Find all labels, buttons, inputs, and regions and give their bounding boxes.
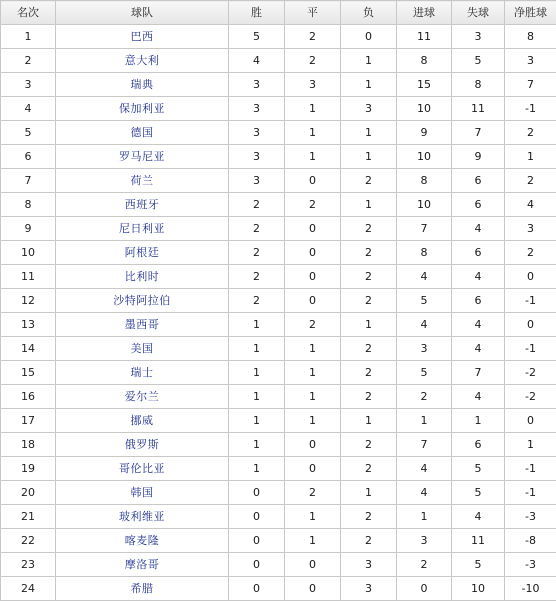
cell-rank: 14 (1, 337, 56, 361)
cell-win: 1 (229, 409, 285, 433)
cell-rank: 13 (1, 313, 56, 337)
cell-team[interactable]: 摩洛哥 (56, 553, 229, 577)
cell-loss: 1 (341, 193, 397, 217)
cell-goals-against: 4 (452, 217, 505, 241)
table-row (1, 97, 556, 121)
cell-team[interactable]: 西班牙 (56, 193, 229, 217)
table-row (1, 385, 556, 409)
header-draw: 平 (285, 1, 341, 25)
cell-loss: 2 (341, 169, 397, 193)
table-row (1, 361, 556, 385)
cell-goals-against: 8 (452, 73, 505, 97)
cell-goals-against: 4 (452, 313, 505, 337)
cell-loss: 2 (341, 337, 397, 361)
table-row (1, 409, 556, 433)
cell-win: 2 (229, 193, 285, 217)
cell-goal-difference: 7 (505, 73, 556, 97)
cell-team[interactable]: 韩国 (56, 481, 229, 505)
table-row (1, 265, 556, 289)
table-row (1, 169, 556, 193)
cell-goal-difference: 3 (505, 217, 556, 241)
cell-goals-against: 11 (452, 97, 505, 121)
table-row (1, 49, 556, 73)
cell-win: 0 (229, 577, 285, 601)
cell-loss: 1 (341, 49, 397, 73)
cell-loss: 1 (341, 145, 397, 169)
table-row (1, 553, 556, 577)
table-row (1, 25, 556, 49)
cell-rank: 20 (1, 481, 56, 505)
cell-win: 2 (229, 289, 285, 313)
cell-goal-difference: 4 (505, 193, 556, 217)
cell-goals-for: 11 (397, 25, 452, 49)
cell-team[interactable]: 哥伦比亚 (56, 457, 229, 481)
standings-body (1, 25, 556, 601)
cell-goals-against: 5 (452, 457, 505, 481)
cell-rank: 18 (1, 433, 56, 457)
header-win: 胜 (229, 1, 285, 25)
cell-team[interactable]: 意大利 (56, 49, 229, 73)
cell-rank: 15 (1, 361, 56, 385)
cell-draw: 0 (285, 241, 341, 265)
cell-draw: 2 (285, 49, 341, 73)
cell-rank: 4 (1, 97, 56, 121)
cell-goals-for: 3 (397, 529, 452, 553)
cell-goal-difference: 8 (505, 25, 556, 49)
cell-team[interactable]: 美国 (56, 337, 229, 361)
cell-loss: 1 (341, 481, 397, 505)
cell-win: 1 (229, 433, 285, 457)
cell-goals-against: 6 (452, 169, 505, 193)
cell-goals-against: 5 (452, 481, 505, 505)
cell-goals-against: 4 (452, 505, 505, 529)
cell-team[interactable]: 希腊 (56, 577, 229, 601)
cell-rank: 8 (1, 193, 56, 217)
cell-goals-for: 8 (397, 169, 452, 193)
table-row (1, 73, 556, 97)
cell-goal-difference: -8 (505, 529, 556, 553)
cell-rank: 12 (1, 289, 56, 313)
cell-goals-against: 5 (452, 553, 505, 577)
cell-goal-difference: -1 (505, 97, 556, 121)
table-row (1, 217, 556, 241)
table-row (1, 337, 556, 361)
cell-draw: 1 (285, 385, 341, 409)
cell-loss: 2 (341, 217, 397, 241)
cell-goal-difference: -1 (505, 481, 556, 505)
cell-goal-difference: 0 (505, 409, 556, 433)
cell-win: 3 (229, 121, 285, 145)
cell-draw: 1 (285, 529, 341, 553)
header-goals-against: 失球 (452, 1, 505, 25)
cell-draw: 2 (285, 25, 341, 49)
cell-loss: 1 (341, 73, 397, 97)
cell-win: 1 (229, 457, 285, 481)
cell-goal-difference: 2 (505, 169, 556, 193)
cell-goals-against: 1 (452, 409, 505, 433)
cell-goals-for: 5 (397, 361, 452, 385)
cell-rank: 2 (1, 49, 56, 73)
cell-win: 0 (229, 481, 285, 505)
cell-loss: 2 (341, 385, 397, 409)
cell-win: 0 (229, 553, 285, 577)
cell-team[interactable]: 德国 (56, 121, 229, 145)
cell-draw: 1 (285, 409, 341, 433)
cell-draw: 0 (285, 217, 341, 241)
cell-goals-for: 0 (397, 577, 452, 601)
cell-goals-against: 4 (452, 265, 505, 289)
cell-goal-difference: -3 (505, 553, 556, 577)
cell-goals-for: 10 (397, 145, 452, 169)
cell-loss: 2 (341, 529, 397, 553)
cell-goal-difference: 3 (505, 49, 556, 73)
cell-draw: 1 (285, 337, 341, 361)
cell-win: 3 (229, 97, 285, 121)
cell-win: 3 (229, 169, 285, 193)
cell-goals-against: 6 (452, 241, 505, 265)
cell-draw: 1 (285, 361, 341, 385)
cell-goals-for: 4 (397, 313, 452, 337)
cell-team[interactable]: 墨西哥 (56, 313, 229, 337)
cell-draw: 0 (285, 457, 341, 481)
cell-goals-for: 1 (397, 409, 452, 433)
cell-rank: 16 (1, 385, 56, 409)
cell-goal-difference: -2 (505, 361, 556, 385)
cell-goals-against: 10 (452, 577, 505, 601)
cell-team[interactable]: 喀麦隆 (56, 529, 229, 553)
table-row (1, 505, 556, 529)
cell-loss: 3 (341, 97, 397, 121)
header-rank: 名次 (1, 1, 56, 25)
cell-goals-for: 8 (397, 49, 452, 73)
cell-team[interactable]: 尼日利亚 (56, 217, 229, 241)
cell-loss: 3 (341, 577, 397, 601)
cell-team[interactable]: 巴西 (56, 25, 229, 49)
cell-win: 2 (229, 217, 285, 241)
cell-loss: 1 (341, 313, 397, 337)
cell-goals-for: 10 (397, 193, 452, 217)
cell-win: 4 (229, 49, 285, 73)
cell-rank: 17 (1, 409, 56, 433)
cell-loss: 2 (341, 433, 397, 457)
cell-rank: 24 (1, 577, 56, 601)
cell-goals-for: 8 (397, 241, 452, 265)
cell-team[interactable]: 挪威 (56, 409, 229, 433)
cell-rank: 21 (1, 505, 56, 529)
cell-team[interactable]: 玻利维亚 (56, 505, 229, 529)
cell-rank: 3 (1, 73, 56, 97)
cell-goals-for: 10 (397, 97, 452, 121)
cell-goal-difference: 2 (505, 241, 556, 265)
cell-goals-for: 1 (397, 505, 452, 529)
cell-rank: 11 (1, 265, 56, 289)
cell-rank: 23 (1, 553, 56, 577)
cell-goals-for: 7 (397, 433, 452, 457)
cell-loss: 3 (341, 553, 397, 577)
cell-goal-difference: 2 (505, 121, 556, 145)
cell-draw: 2 (285, 193, 341, 217)
cell-loss: 2 (341, 241, 397, 265)
cell-team[interactable]: 爱尔兰 (56, 385, 229, 409)
cell-goals-against: 4 (452, 337, 505, 361)
cell-draw: 3 (285, 73, 341, 97)
cell-rank: 22 (1, 529, 56, 553)
cell-team[interactable]: 比利时 (56, 265, 229, 289)
cell-loss: 1 (341, 409, 397, 433)
cell-draw: 0 (285, 265, 341, 289)
header-goal-difference: 净胜球 (505, 1, 556, 25)
header-row (1, 1, 556, 25)
cell-win: 5 (229, 25, 285, 49)
cell-team[interactable]: 荷兰 (56, 169, 229, 193)
cell-win: 1 (229, 337, 285, 361)
cell-win: 3 (229, 73, 285, 97)
cell-draw: 2 (285, 313, 341, 337)
cell-goal-difference: 1 (505, 433, 556, 457)
cell-team[interactable]: 沙特阿拉伯 (56, 289, 229, 313)
table-row (1, 145, 556, 169)
cell-loss: 0 (341, 25, 397, 49)
cell-goal-difference: -1 (505, 289, 556, 313)
cell-draw: 2 (285, 481, 341, 505)
cell-goal-difference: -10 (505, 577, 556, 601)
header-team: 球队 (56, 1, 229, 25)
cell-team[interactable]: 保加利亚 (56, 97, 229, 121)
cell-loss: 1 (341, 121, 397, 145)
cell-goal-difference: 0 (505, 313, 556, 337)
cell-draw: 1 (285, 145, 341, 169)
cell-goals-for: 9 (397, 121, 452, 145)
cell-goals-against: 9 (452, 145, 505, 169)
table-row (1, 481, 556, 505)
header-loss: 负 (341, 1, 397, 25)
cell-goals-against: 7 (452, 361, 505, 385)
cell-rank: 1 (1, 25, 56, 49)
cell-goal-difference: 0 (505, 265, 556, 289)
cell-win: 1 (229, 361, 285, 385)
cell-rank: 7 (1, 169, 56, 193)
table-row (1, 529, 556, 553)
cell-goals-for: 4 (397, 481, 452, 505)
cell-rank: 10 (1, 241, 56, 265)
cell-loss: 2 (341, 505, 397, 529)
cell-draw: 0 (285, 169, 341, 193)
cell-goal-difference: -1 (505, 337, 556, 361)
cell-loss: 2 (341, 457, 397, 481)
cell-draw: 0 (285, 553, 341, 577)
cell-draw: 0 (285, 289, 341, 313)
cell-win: 2 (229, 265, 285, 289)
cell-draw: 0 (285, 577, 341, 601)
cell-team[interactable]: 俄罗斯 (56, 433, 229, 457)
cell-goals-for: 4 (397, 265, 452, 289)
cell-goals-against: 7 (452, 121, 505, 145)
cell-rank: 19 (1, 457, 56, 481)
cell-win: 0 (229, 505, 285, 529)
cell-goals-for: 5 (397, 289, 452, 313)
cell-win: 3 (229, 145, 285, 169)
cell-goals-for: 4 (397, 457, 452, 481)
cell-team[interactable]: 瑞典 (56, 73, 229, 97)
cell-team[interactable]: 罗马尼亚 (56, 145, 229, 169)
cell-rank: 5 (1, 121, 56, 145)
cell-rank: 9 (1, 217, 56, 241)
table-row (1, 577, 556, 601)
cell-goals-against: 6 (452, 433, 505, 457)
cell-goal-difference: -1 (505, 457, 556, 481)
cell-win: 2 (229, 241, 285, 265)
cell-draw: 1 (285, 97, 341, 121)
cell-draw: 1 (285, 505, 341, 529)
cell-goal-difference: -2 (505, 385, 556, 409)
cell-win: 0 (229, 529, 285, 553)
cell-goals-for: 2 (397, 385, 452, 409)
cell-goals-against: 6 (452, 289, 505, 313)
table-row (1, 313, 556, 337)
table-row (1, 457, 556, 481)
cell-goals-for: 15 (397, 73, 452, 97)
table-row (1, 241, 556, 265)
table-row (1, 193, 556, 217)
cell-loss: 2 (341, 289, 397, 313)
cell-rank: 6 (1, 145, 56, 169)
cell-team[interactable]: 阿根廷 (56, 241, 229, 265)
table-row (1, 121, 556, 145)
cell-loss: 2 (341, 361, 397, 385)
cell-draw: 1 (285, 121, 341, 145)
header-goals-for: 进球 (397, 1, 452, 25)
cell-goals-against: 6 (452, 193, 505, 217)
cell-goals-against: 11 (452, 529, 505, 553)
cell-goals-for: 2 (397, 553, 452, 577)
cell-goal-difference: -3 (505, 505, 556, 529)
cell-goals-against: 5 (452, 49, 505, 73)
cell-goals-for: 7 (397, 217, 452, 241)
cell-goals-for: 3 (397, 337, 452, 361)
table-row (1, 289, 556, 313)
cell-team[interactable]: 瑞士 (56, 361, 229, 385)
table-row (1, 433, 556, 457)
cell-win: 1 (229, 385, 285, 409)
cell-goals-against: 4 (452, 385, 505, 409)
cell-goals-against: 3 (452, 25, 505, 49)
cell-goal-difference: 1 (505, 145, 556, 169)
cell-draw: 0 (285, 433, 341, 457)
cell-loss: 2 (341, 265, 397, 289)
cell-win: 1 (229, 313, 285, 337)
